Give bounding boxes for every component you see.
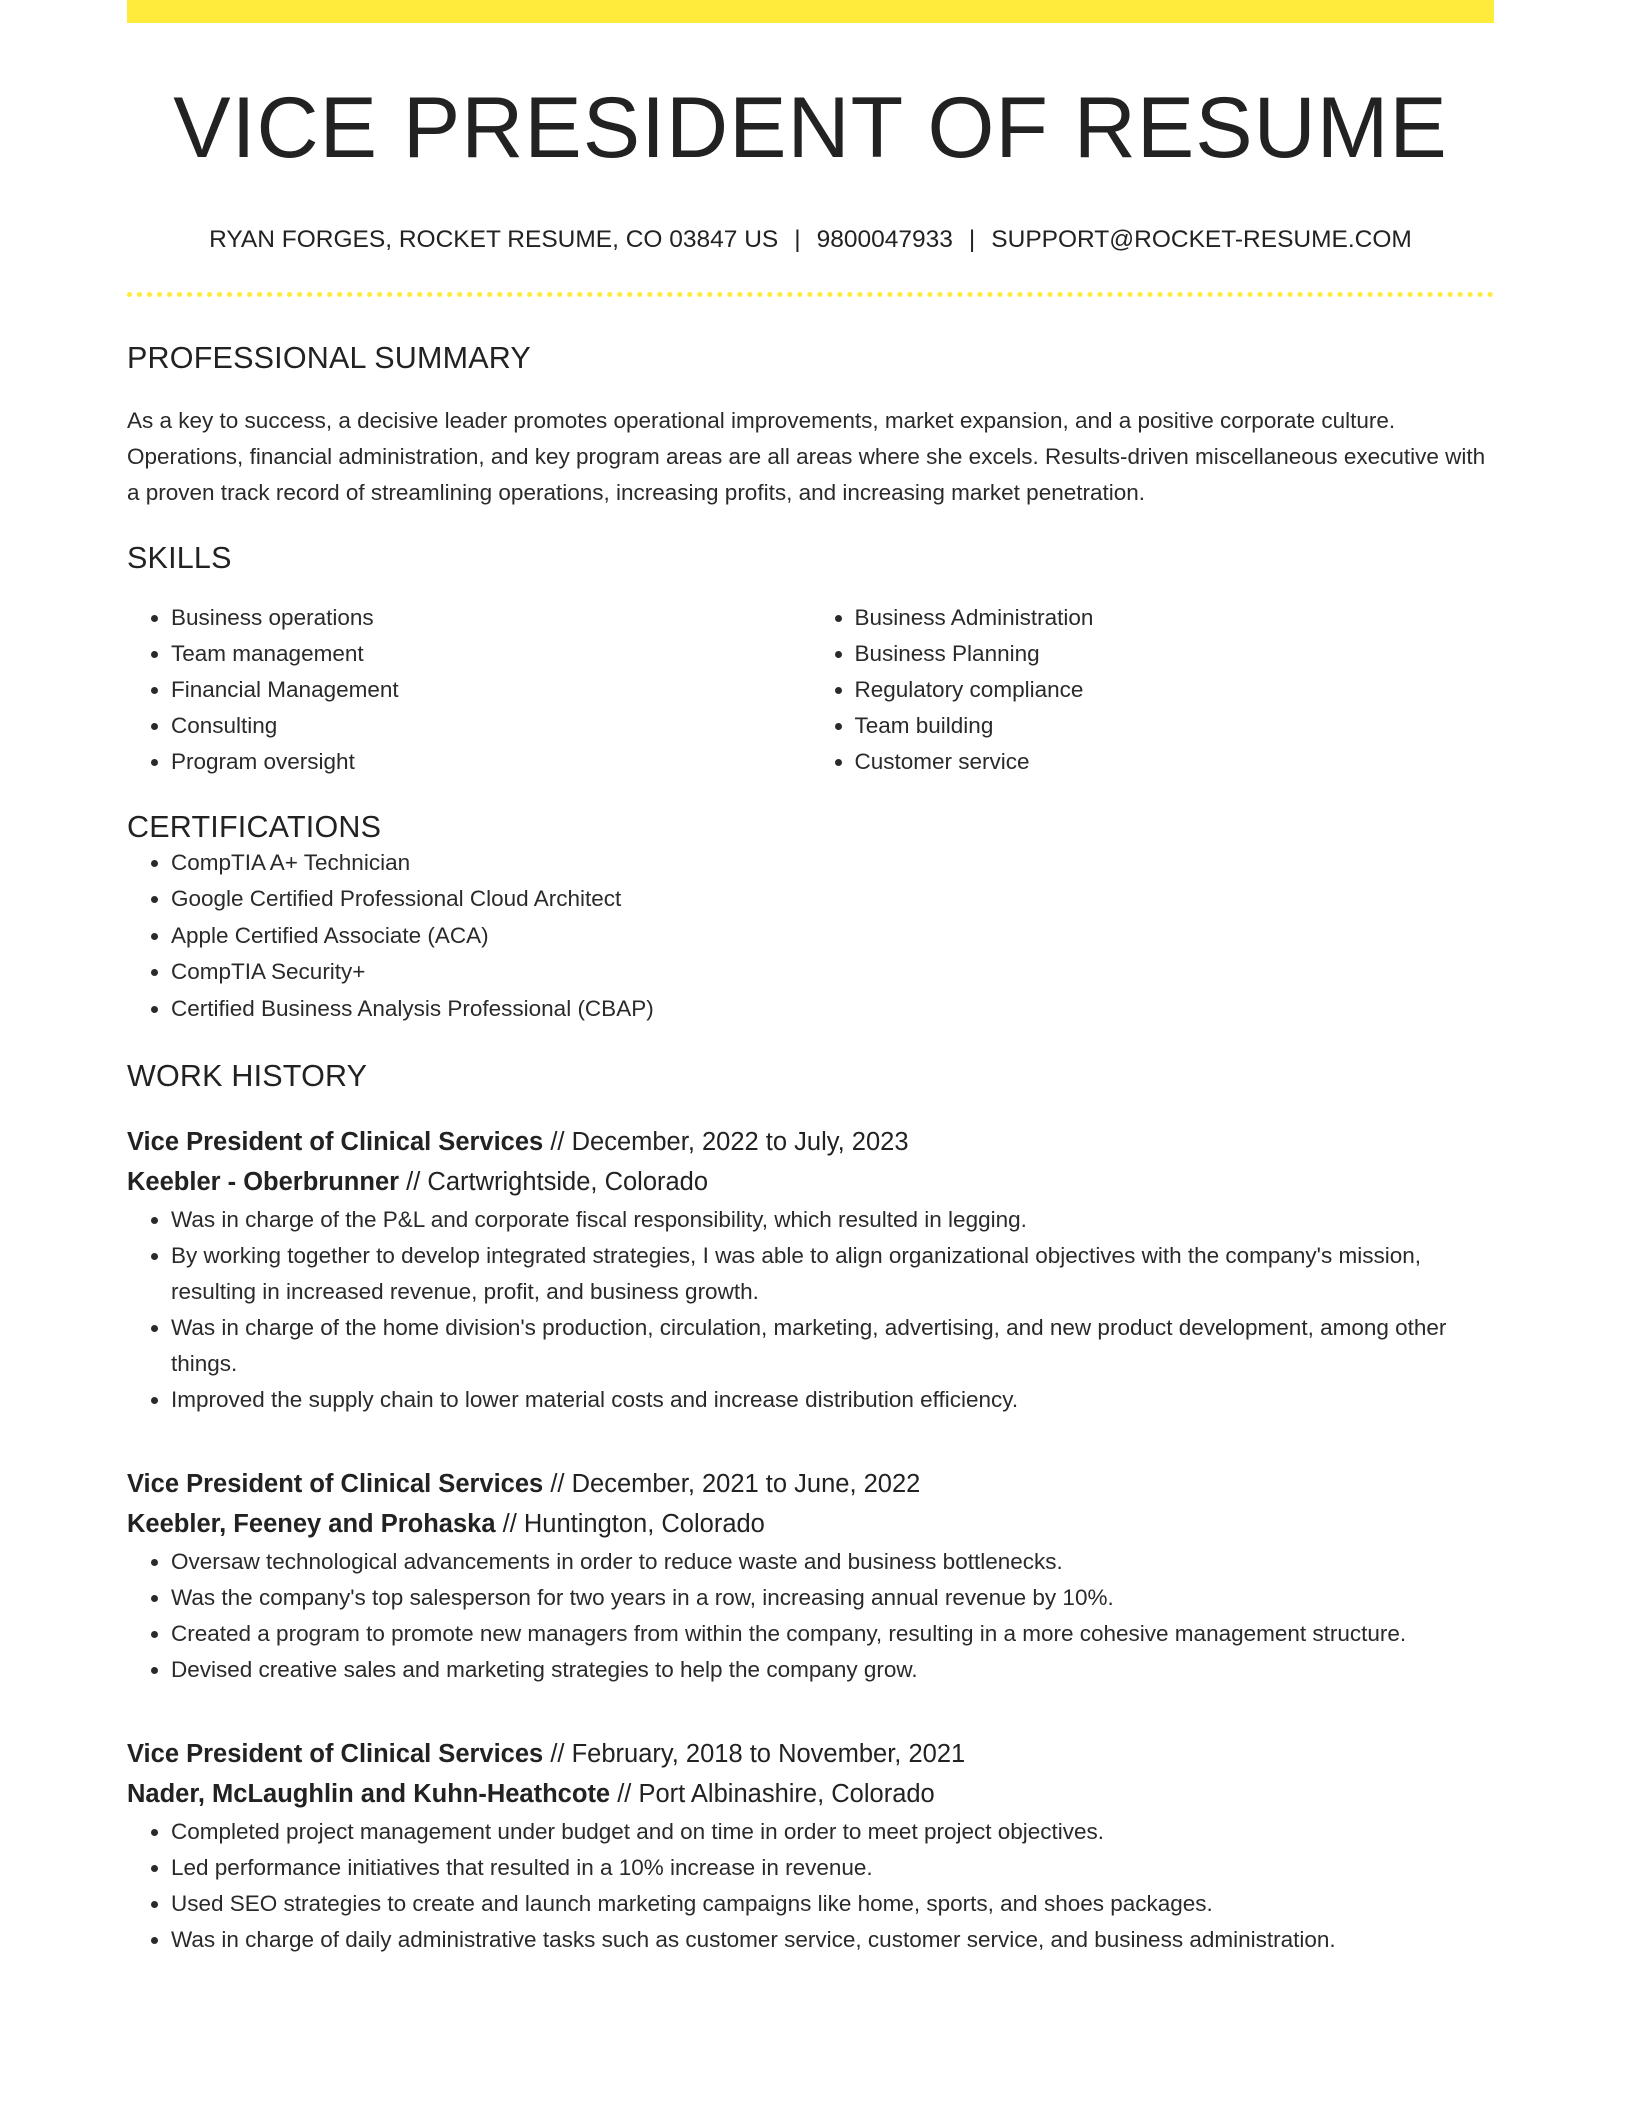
job-separator: // bbox=[550, 1128, 565, 1157]
job-role-line bbox=[127, 1122, 1494, 1162]
summary-heading: PROFESSIONAL SUMMARY bbox=[127, 340, 531, 375]
job-separator: // bbox=[617, 1780, 632, 1809]
job-entry bbox=[127, 1122, 1494, 1418]
skill-item: • Team building bbox=[855, 708, 1495, 744]
skills-right-list bbox=[811, 600, 1495, 780]
job-bullet: • Created a program to promote new managers from within the company, resulting in a more cohesive management structure. bbox=[171, 1616, 1494, 1652]
certification-item: • Certified Business Analysis Professional (CBAP) bbox=[171, 991, 1494, 1028]
certification-item: • CompTIA A+ Technician bbox=[171, 845, 1494, 882]
job-bullet: • Used SEO strategies to create and launch marketing campaigns like home, sports, and shoes packages. bbox=[171, 1886, 1494, 1922]
job-bullet: • Was in charge of daily administrative tasks such as customer service, customer service, and business administration. bbox=[171, 1922, 1494, 1958]
job-company-line bbox=[127, 1504, 1494, 1544]
job-company: Nader, McLaughlin and Kuhn-Heathcote bbox=[127, 1780, 611, 1809]
skill-item: • Business Administration bbox=[855, 600, 1495, 636]
job-bullets bbox=[127, 1814, 1494, 1958]
job-location: Port Albinashire, Colorado bbox=[638, 1780, 935, 1809]
skills-columns bbox=[127, 600, 1494, 780]
job-separator: // bbox=[550, 1740, 565, 1769]
certifications-heading: CERTIFICATIONS bbox=[127, 809, 382, 844]
job-separator: // bbox=[550, 1470, 565, 1499]
job-entry bbox=[127, 1464, 1494, 1688]
resume-title: VICE PRESIDENT OF RESUME bbox=[173, 80, 1448, 176]
job-bullet: • Was in charge of the home division's production, circulation, marketing, advertising, and new product development, among other things. bbox=[171, 1310, 1494, 1382]
summary-text: As a key to success, a decisive leader promotes operational improvements, market expansion, and a positive corporate culture. Operations, financial administration, and key program areas are all areas where she excels. Results-driven miscellaneous executive with a proven track record of streamlining operations, increasing profits, and increasing market penetration. bbox=[127, 407, 1486, 505]
job-bullets bbox=[127, 1544, 1494, 1688]
job-bullets bbox=[127, 1202, 1494, 1418]
job-role: Vice President of Clinical Services bbox=[127, 1470, 544, 1499]
job-role: Vice President of Clinical Services bbox=[127, 1740, 544, 1769]
certification-item: • Apple Certified Associate (ACA) bbox=[171, 918, 1494, 955]
job-entry bbox=[127, 1734, 1494, 1958]
job-bullet: • Was in charge of the P&L and corporate fiscal responsibility, which resulted in legging. bbox=[171, 1202, 1494, 1238]
work-history-heading: WORK HISTORY bbox=[127, 1059, 368, 1094]
contact-separator: | bbox=[968, 225, 976, 253]
job-separator: // bbox=[406, 1168, 421, 1197]
skill-item: • Financial Management bbox=[171, 672, 811, 708]
skill-item: • Regulatory compliance bbox=[855, 672, 1495, 708]
contact-address: RYAN FORGES, ROCKET RESUME, CO 03847 US bbox=[209, 225, 779, 253]
job-bullet: • By working together to develop integrated strategies, I was able to align organizational objectives with the company's mission, resulting in increased revenue, profit, and business growth. bbox=[171, 1238, 1494, 1310]
job-location: Cartwrightside, Colorado bbox=[427, 1168, 709, 1197]
job-dates: February, 2018 to November, 2021 bbox=[571, 1740, 966, 1769]
job-bullet: • Improved the supply chain to lower material costs and increase distribution efficiency. bbox=[171, 1382, 1494, 1418]
job-role-line bbox=[127, 1734, 1494, 1774]
job-company-line bbox=[127, 1774, 1494, 1814]
certification-item: • Google Certified Professional Cloud Architect bbox=[171, 881, 1494, 918]
top-accent-bar bbox=[127, 0, 1494, 23]
job-company: Keebler - Oberbrunner bbox=[127, 1168, 400, 1197]
job-role: Vice President of Clinical Services bbox=[127, 1128, 544, 1157]
skills-heading: SKILLS bbox=[127, 540, 232, 575]
skill-item: • Customer service bbox=[855, 744, 1495, 780]
skill-item: • Business operations bbox=[171, 600, 811, 636]
contact-line bbox=[127, 226, 1494, 254]
certifications-list bbox=[127, 845, 1494, 1028]
skill-item: • Team management bbox=[171, 636, 811, 672]
job-bullet: • Completed project management under budget and on time in order to meet project objectives. bbox=[171, 1814, 1494, 1850]
job-bullet: • Led performance initiatives that resulted in a 10% increase in revenue. bbox=[171, 1850, 1494, 1886]
job-role-line bbox=[127, 1464, 1494, 1504]
job-bullet: • Devised creative sales and marketing strategies to help the company grow. bbox=[171, 1652, 1494, 1688]
job-separator: // bbox=[502, 1510, 517, 1539]
contact-email: SUPPORT@ROCKET-RESUME.COM bbox=[991, 225, 1412, 253]
job-company-line bbox=[127, 1162, 1494, 1202]
skill-item: • Consulting bbox=[171, 708, 811, 744]
certification-item: • CompTIA Security+ bbox=[171, 954, 1494, 991]
skill-item: • Program oversight bbox=[171, 744, 811, 780]
job-company: Keebler, Feeney and Prohaska bbox=[127, 1510, 496, 1539]
job-bullet: • Oversaw technological advancements in order to reduce waste and business bottlenecks. bbox=[171, 1544, 1494, 1580]
job-location: Huntington, Colorado bbox=[523, 1510, 765, 1539]
job-dates: December, 2021 to June, 2022 bbox=[571, 1470, 921, 1499]
skills-left-list bbox=[127, 600, 811, 780]
resume-page bbox=[127, 0, 1494, 1958]
contact-separator: | bbox=[794, 225, 801, 253]
contact-phone: 9800047933 bbox=[816, 225, 953, 253]
job-bullet: • Was the company's top salesperson for two years in a row, increasing annual revenue by 10%. bbox=[171, 1580, 1494, 1616]
job-dates: December, 2022 to July, 2023 bbox=[571, 1128, 909, 1157]
dotted-divider bbox=[127, 292, 1494, 297]
skill-item: • Business Planning bbox=[855, 636, 1495, 672]
